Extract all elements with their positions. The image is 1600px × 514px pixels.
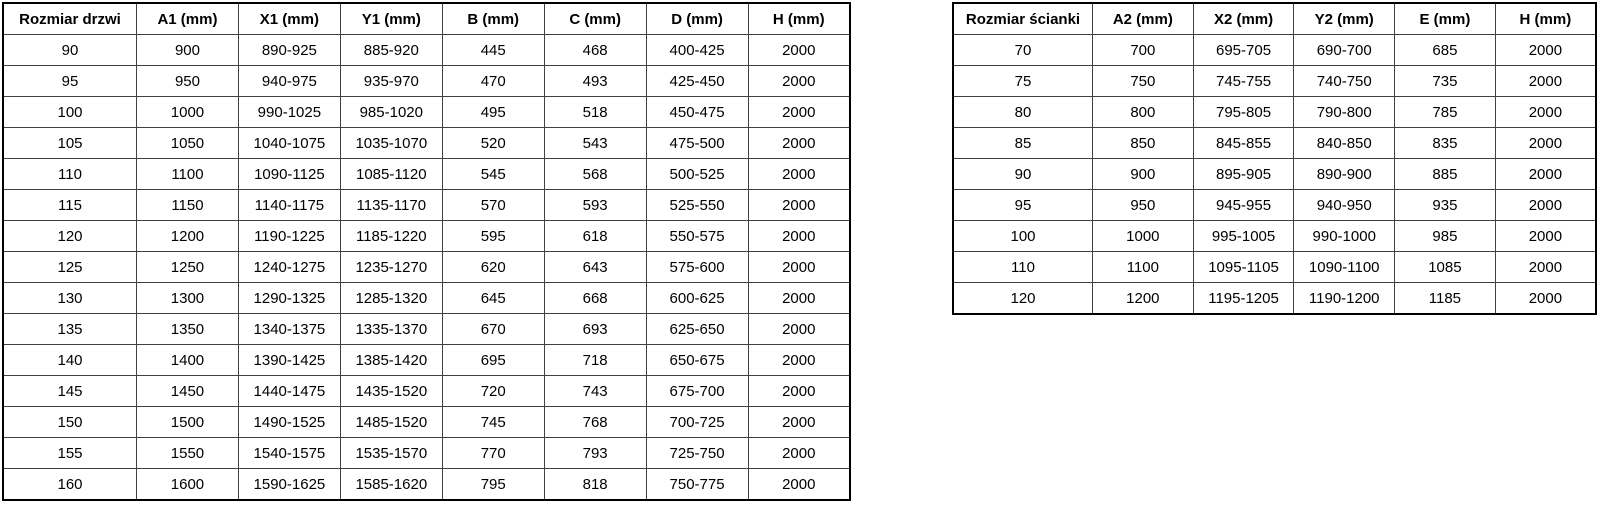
table-cell: 1240-1275 xyxy=(238,252,340,283)
table-cell: 595 xyxy=(442,221,544,252)
table-cell: 985 xyxy=(1395,221,1496,252)
table-cell: 795-805 xyxy=(1193,97,1294,128)
table-row xyxy=(3,407,850,438)
table-cell: 450-475 xyxy=(646,97,748,128)
table-cell: 95 xyxy=(3,66,137,97)
table-cell: 135 xyxy=(3,314,137,345)
table-row xyxy=(953,97,1596,128)
table-row xyxy=(3,438,850,469)
table-cell: 890-900 xyxy=(1294,159,1395,190)
wall-size-table xyxy=(952,2,1597,315)
column-header: Y2 (mm) xyxy=(1294,3,1395,35)
table-cell: 1390-1425 xyxy=(238,345,340,376)
column-header: Rozmiar ścianki xyxy=(953,3,1093,35)
table-row xyxy=(3,345,850,376)
table-cell: 990-1000 xyxy=(1294,221,1395,252)
table-cell: 1450 xyxy=(137,376,239,407)
table-row xyxy=(953,128,1596,159)
table-cell: 493 xyxy=(544,66,646,97)
table-cell: 140 xyxy=(3,345,137,376)
table-cell: 940-975 xyxy=(238,66,340,97)
table-cell: 2000 xyxy=(748,159,850,190)
table-cell: 900 xyxy=(137,35,239,66)
table-cell: 2000 xyxy=(748,283,850,314)
table-cell: 2000 xyxy=(748,252,850,283)
table-row xyxy=(953,35,1596,66)
table-row xyxy=(953,190,1596,221)
table-row xyxy=(3,221,850,252)
table-cell: 845-855 xyxy=(1193,128,1294,159)
table-row xyxy=(3,35,850,66)
column-header: B (mm) xyxy=(442,3,544,35)
table-cell: 1035-1070 xyxy=(340,128,442,159)
column-header: H (mm) xyxy=(1495,3,1596,35)
table-cell: 95 xyxy=(953,190,1093,221)
table-cell: 1400 xyxy=(137,345,239,376)
table-cell: 470 xyxy=(442,66,544,97)
table-cell: 2000 xyxy=(1495,190,1596,221)
column-header: D (mm) xyxy=(646,3,748,35)
table-cell: 620 xyxy=(442,252,544,283)
table-cell: 1185 xyxy=(1395,283,1496,315)
table-cell: 85 xyxy=(953,128,1093,159)
table-row xyxy=(3,314,850,345)
table-cell: 700-725 xyxy=(646,407,748,438)
table-cell: 1090-1100 xyxy=(1294,252,1395,283)
table-cell: 80 xyxy=(953,97,1093,128)
table-cell: 890-925 xyxy=(238,35,340,66)
table-cell: 1335-1370 xyxy=(340,314,442,345)
table-cell: 1200 xyxy=(1093,283,1194,315)
table-cell: 2000 xyxy=(1495,97,1596,128)
table-cell: 950 xyxy=(1093,190,1194,221)
column-header: A1 (mm) xyxy=(137,3,239,35)
table-cell: 495 xyxy=(442,97,544,128)
table-cell: 90 xyxy=(3,35,137,66)
table-cell: 885 xyxy=(1395,159,1496,190)
table-cell: 150 xyxy=(3,407,137,438)
table-cell: 550-575 xyxy=(646,221,748,252)
table-cell: 1000 xyxy=(137,97,239,128)
table-cell: 985-1020 xyxy=(340,97,442,128)
table-cell: 695 xyxy=(442,345,544,376)
table-cell: 643 xyxy=(544,252,646,283)
table-cell: 1250 xyxy=(137,252,239,283)
table-cell: 90 xyxy=(953,159,1093,190)
table-cell: 600-625 xyxy=(646,283,748,314)
table-cell: 793 xyxy=(544,438,646,469)
table-cell: 2000 xyxy=(748,35,850,66)
table-cell: 1385-1420 xyxy=(340,345,442,376)
table-cell: 790-800 xyxy=(1294,97,1395,128)
table-cell: 835 xyxy=(1395,128,1496,159)
table-cell: 1435-1520 xyxy=(340,376,442,407)
table-cell: 525-550 xyxy=(646,190,748,221)
table-cell: 1300 xyxy=(137,283,239,314)
table-cell: 1185-1220 xyxy=(340,221,442,252)
table-cell: 1100 xyxy=(1093,252,1194,283)
table-cell: 695-705 xyxy=(1193,35,1294,66)
table-cell: 2000 xyxy=(1495,221,1596,252)
table-cell: 2000 xyxy=(1495,252,1596,283)
table-cell: 675-700 xyxy=(646,376,748,407)
table-cell: 1000 xyxy=(1093,221,1194,252)
table-row xyxy=(3,376,850,407)
table-cell: 1485-1520 xyxy=(340,407,442,438)
table-cell: 995-1005 xyxy=(1193,221,1294,252)
table-cell: 2000 xyxy=(748,314,850,345)
table-row xyxy=(3,252,850,283)
table-cell: 750-775 xyxy=(646,469,748,501)
table-cell: 895-905 xyxy=(1193,159,1294,190)
table-cell: 120 xyxy=(953,283,1093,315)
table-cell: 625-650 xyxy=(646,314,748,345)
table-row xyxy=(3,66,850,97)
table-cell: 1200 xyxy=(137,221,239,252)
header-row xyxy=(953,3,1596,35)
table-cell: 2000 xyxy=(748,66,850,97)
table-cell: 745-755 xyxy=(1193,66,1294,97)
column-header: X2 (mm) xyxy=(1193,3,1294,35)
column-header: Y1 (mm) xyxy=(340,3,442,35)
table-cell: 120 xyxy=(3,221,137,252)
table-cell: 735 xyxy=(1395,66,1496,97)
table-cell: 743 xyxy=(544,376,646,407)
table-cell: 568 xyxy=(544,159,646,190)
column-header: A2 (mm) xyxy=(1093,3,1194,35)
table-cell: 668 xyxy=(544,283,646,314)
table-cell: 445 xyxy=(442,35,544,66)
table-cell: 2000 xyxy=(748,469,850,501)
table-cell: 1095-1105 xyxy=(1193,252,1294,283)
table-cell: 940-950 xyxy=(1294,190,1395,221)
table-cell: 785 xyxy=(1395,97,1496,128)
table-cell: 745 xyxy=(442,407,544,438)
table-cell: 2000 xyxy=(748,407,850,438)
table-cell: 818 xyxy=(544,469,646,501)
table-cell: 75 xyxy=(953,66,1093,97)
table-cell: 1235-1270 xyxy=(340,252,442,283)
table-row xyxy=(3,283,850,314)
table-cell: 1540-1575 xyxy=(238,438,340,469)
table-cell: 740-750 xyxy=(1294,66,1395,97)
table-cell: 2000 xyxy=(748,128,850,159)
table-cell: 1090-1125 xyxy=(238,159,340,190)
table-cell: 110 xyxy=(3,159,137,190)
table-cell: 718 xyxy=(544,345,646,376)
table-cell: 950 xyxy=(137,66,239,97)
table-cell: 1550 xyxy=(137,438,239,469)
table-cell: 100 xyxy=(953,221,1093,252)
table-cell: 545 xyxy=(442,159,544,190)
table-cell: 105 xyxy=(3,128,137,159)
table-row xyxy=(953,283,1596,315)
table-cell: 1585-1620 xyxy=(340,469,442,501)
table-cell: 2000 xyxy=(748,438,850,469)
table-cell: 518 xyxy=(544,97,646,128)
table-cell: 840-850 xyxy=(1294,128,1395,159)
table-cell: 750 xyxy=(1093,66,1194,97)
table-row xyxy=(3,190,850,221)
table-cell: 650-675 xyxy=(646,345,748,376)
table-row xyxy=(3,97,850,128)
table-cell: 2000 xyxy=(748,345,850,376)
table-cell: 1100 xyxy=(137,159,239,190)
table-cell: 768 xyxy=(544,407,646,438)
column-header: X1 (mm) xyxy=(238,3,340,35)
table-cell: 720 xyxy=(442,376,544,407)
table-row xyxy=(953,221,1596,252)
table-cell: 160 xyxy=(3,469,137,501)
table-cell: 1285-1320 xyxy=(340,283,442,314)
table-cell: 2000 xyxy=(1495,35,1596,66)
table-cell: 2000 xyxy=(748,221,850,252)
table-cell: 125 xyxy=(3,252,137,283)
table-cell: 1290-1325 xyxy=(238,283,340,314)
table-cell: 70 xyxy=(953,35,1093,66)
table-cell: 945-955 xyxy=(1193,190,1294,221)
table-cell: 1590-1625 xyxy=(238,469,340,501)
table-cell: 685 xyxy=(1395,35,1496,66)
table-row xyxy=(953,159,1596,190)
table-cell: 885-920 xyxy=(340,35,442,66)
table-cell: 468 xyxy=(544,35,646,66)
table-cell: 2000 xyxy=(748,376,850,407)
table-cell: 145 xyxy=(3,376,137,407)
table-cell: 800 xyxy=(1093,97,1194,128)
table-cell: 100 xyxy=(3,97,137,128)
table-cell: 1490-1525 xyxy=(238,407,340,438)
table-cell: 725-750 xyxy=(646,438,748,469)
table-cell: 2000 xyxy=(1495,283,1596,315)
table-cell: 2000 xyxy=(1495,128,1596,159)
table-cell: 795 xyxy=(442,469,544,501)
table-cell: 770 xyxy=(442,438,544,469)
table-cell: 130 xyxy=(3,283,137,314)
table-cell: 593 xyxy=(544,190,646,221)
table-row xyxy=(3,128,850,159)
table-cell: 1085-1120 xyxy=(340,159,442,190)
table-cell: 1150 xyxy=(137,190,239,221)
table-cell: 1190-1225 xyxy=(238,221,340,252)
table-cell: 1190-1200 xyxy=(1294,283,1395,315)
table-cell: 110 xyxy=(953,252,1093,283)
table-cell: 1195-1205 xyxy=(1193,283,1294,315)
table-cell: 2000 xyxy=(748,190,850,221)
table-cell: 570 xyxy=(442,190,544,221)
column-header: Rozmiar drzwi xyxy=(3,3,137,35)
table-cell: 1040-1075 xyxy=(238,128,340,159)
column-header: H (mm) xyxy=(748,3,850,35)
table-cell: 690-700 xyxy=(1294,35,1395,66)
table-cell: 500-525 xyxy=(646,159,748,190)
header-row xyxy=(3,3,850,35)
table-cell: 1050 xyxy=(137,128,239,159)
table-cell: 900 xyxy=(1093,159,1194,190)
table-cell: 115 xyxy=(3,190,137,221)
table-cell: 425-450 xyxy=(646,66,748,97)
table-cell: 935 xyxy=(1395,190,1496,221)
table-cell: 400-425 xyxy=(646,35,748,66)
door-size-table xyxy=(2,2,851,501)
table-cell: 2000 xyxy=(748,97,850,128)
table-cell: 520 xyxy=(442,128,544,159)
table-row xyxy=(3,159,850,190)
table-row xyxy=(3,469,850,501)
table-cell: 1440-1475 xyxy=(238,376,340,407)
table-cell: 645 xyxy=(442,283,544,314)
table-cell: 2000 xyxy=(1495,159,1596,190)
table-cell: 1600 xyxy=(137,469,239,501)
table-cell: 935-970 xyxy=(340,66,442,97)
table-row xyxy=(953,252,1596,283)
table-cell: 1140-1175 xyxy=(238,190,340,221)
table-cell: 543 xyxy=(544,128,646,159)
table-row xyxy=(953,66,1596,97)
column-header: E (mm) xyxy=(1395,3,1496,35)
column-header: C (mm) xyxy=(544,3,646,35)
table-cell: 618 xyxy=(544,221,646,252)
table-cell: 700 xyxy=(1093,35,1194,66)
table-cell: 1340-1375 xyxy=(238,314,340,345)
table-cell: 1085 xyxy=(1395,252,1496,283)
table-cell: 990-1025 xyxy=(238,97,340,128)
table-cell: 155 xyxy=(3,438,137,469)
table-cell: 850 xyxy=(1093,128,1194,159)
table-cell: 575-600 xyxy=(646,252,748,283)
table-cell: 670 xyxy=(442,314,544,345)
table-cell: 1135-1170 xyxy=(340,190,442,221)
table-cell: 1350 xyxy=(137,314,239,345)
table-cell: 2000 xyxy=(1495,66,1596,97)
table-cell: 475-500 xyxy=(646,128,748,159)
table-cell: 693 xyxy=(544,314,646,345)
table-cell: 1500 xyxy=(137,407,239,438)
table-cell: 1535-1570 xyxy=(340,438,442,469)
